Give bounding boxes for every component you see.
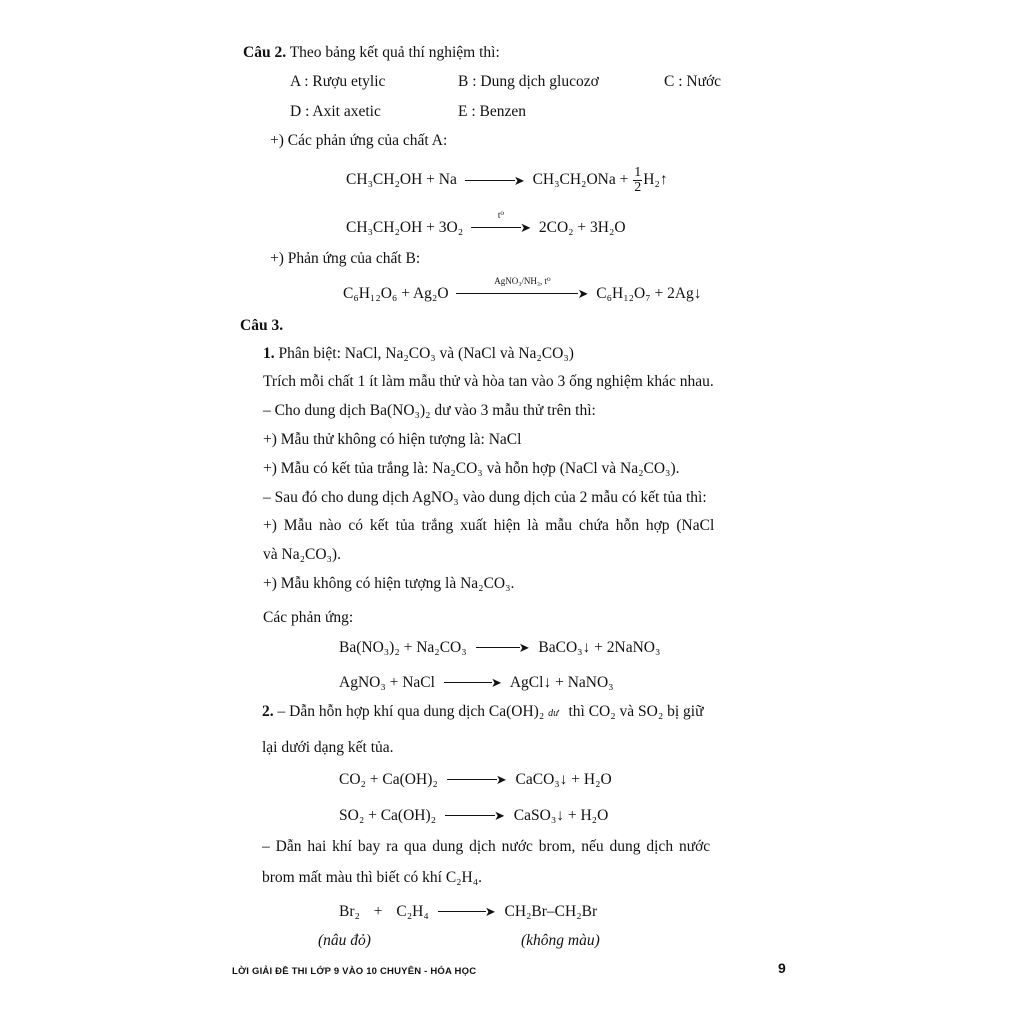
equation-5: Br₂ + C₂H₄ ➤ CH₂Br–CH₂Br (339, 903, 598, 920)
cau2-heading: Câu 2. (243, 44, 287, 61)
part1-title: 1. Phân biệt: NaCl, Na₂CO₃ và (NaCl và Na₂CO₃) (263, 345, 574, 362)
reaction-arrow-icon: ➤ (444, 676, 502, 690)
option-c: C : Nước (664, 73, 722, 90)
text-line: +) Mẫu nào có kết tủa trắng xuất hiện là mẫu chứa hỗn hợp (NaCl (263, 517, 715, 534)
reaction-arrow-icon: ➤ (445, 809, 505, 823)
equation-right: BaCO₃↓ + 2NaNO₃ (538, 639, 661, 656)
text-line: – Sau đó cho dung dịch AgNO₃ vào dung dịch của 2 mẫu có kết tủa thì: (263, 489, 707, 506)
reaction-arrow-icon: ➤ (447, 773, 507, 787)
equation-reactant: Br₂ (339, 903, 360, 920)
reaction-arrow-icon: ➤ (476, 641, 530, 655)
fraction: $\frac{1}{2}$ (634, 165, 642, 195)
equation-b (343, 276, 702, 304)
text-line: +) Mẫu không có hiện tượng là Na₂CO₃. (263, 575, 515, 592)
equation-left: AgNO₃ + NaCl (339, 674, 435, 691)
reaction-arrow-icon: AgNO₃/NH₃, t⁰ ➤ (456, 287, 588, 301)
reaction-condition: AgNO₃/NH₃, t⁰ (494, 276, 551, 287)
equation-3 (339, 770, 612, 790)
part2-line1: 2. – Dẫn hỗn hợp khí qua dung dịch Ca(OH)₂ dư thì CO₂ và SO₂ bị giữ (262, 703, 704, 720)
reaction-condition: t⁰ (497, 210, 505, 221)
equation-left: CH₃CH₂OH + 3O₂ (346, 219, 464, 236)
option-d: D : Axit axetic (290, 103, 381, 120)
text-line: brom mất màu thì biết có khí C₂H₄. (262, 869, 483, 886)
reaction-arrow-icon: t⁰ ➤ (471, 221, 531, 235)
reaction-arrow-icon: ➤ (465, 174, 525, 188)
equation-right: CaCO₃↓ + H₂O (515, 771, 612, 788)
part1-number: 1. (263, 345, 275, 362)
equation-4 (339, 806, 608, 826)
text-line: +) Mẫu có kết tủa trắng là: Na₂CO₃ và hỗn hợp (NaCl và Na₂CO₃). (263, 460, 680, 477)
text-line: – Dẫn hai khí bay ra qua dung dịch nước brom, nếu dung dịch nước (262, 838, 711, 855)
equation-2 (339, 673, 614, 693)
equation-reactant: C₂H₄ (396, 903, 429, 920)
equation-left: SO₂ + Ca(OH)₂ (339, 807, 437, 824)
equation-right: CH₃CH₂ONa + (532, 171, 629, 189)
equation-right: 2CO₂ + 3H₂O (538, 219, 626, 236)
option-e: E : Benzen (458, 103, 527, 120)
part2-number: 2. (262, 703, 274, 720)
cau2-line (243, 43, 500, 63)
reaction-a-label: +) Các phản ứng của chất A: (270, 132, 448, 149)
text-line: lại dưới dạng kết tủa. (262, 739, 394, 756)
text-line: Trích mỗi chất 1 ít làm mẫu thử và hòa tan vào 3 ống nghiệm khác nhau. (263, 373, 714, 390)
page-footer-title: LỜI GIẢI ĐỀ THI LỚP 9 VÀO 10 CHUYÊN - HÓA HỌC (232, 966, 477, 977)
equation-right: CaSO₃↓ + H₂O (513, 807, 609, 824)
equation-left: Ba(NO₃)₂ + Na₂CO₃ (339, 639, 467, 656)
option-a: A : Rượu etylic (290, 73, 386, 90)
equation-1 (339, 638, 660, 658)
text-line: và Na₂CO₃). (263, 546, 341, 563)
reaction-b-label: +) Phản ứng của chất B: (270, 250, 421, 267)
text-line: +) Mẫu thử không có hiện tượng là: NaCl (263, 431, 522, 448)
subscript-du: dư (548, 708, 559, 719)
note-colorless: (không màu) (521, 932, 600, 949)
text-line: – Cho dung dịch Ba(NO₃)₂ dư vào 3 mẫu thử trên thì: (263, 402, 596, 419)
equation-right: AgCl↓ + NaNO₃ (509, 674, 614, 691)
equation-a2 (346, 210, 626, 238)
cau3-heading: Câu 3. (240, 317, 284, 334)
equation-left: C₆H₁₂O₆ + Ag₂O (343, 285, 449, 302)
equation-right: C₆H₁₂O₇ + 2Ag↓ (596, 285, 702, 302)
equation-right: CH₂Br–CH₂Br (504, 903, 598, 920)
equation-tail: H₂↑ (643, 171, 668, 189)
cau2-intro: Theo bảng kết quả thí nghiệm thì: (289, 44, 500, 61)
equation-left: CH₃CH₂OH + Na (346, 171, 457, 189)
reaction-arrow-icon: ➤ (438, 905, 496, 919)
equation-a1 (346, 166, 668, 195)
equation-left: CO₂ + Ca(OH)₂ (339, 771, 438, 788)
page-number: 9 (778, 960, 786, 976)
option-b: B : Dung dịch glucozơ (458, 73, 599, 90)
text-line: Các phản ứng: (263, 609, 354, 626)
note-brown-red: (nâu đỏ) (318, 932, 371, 949)
